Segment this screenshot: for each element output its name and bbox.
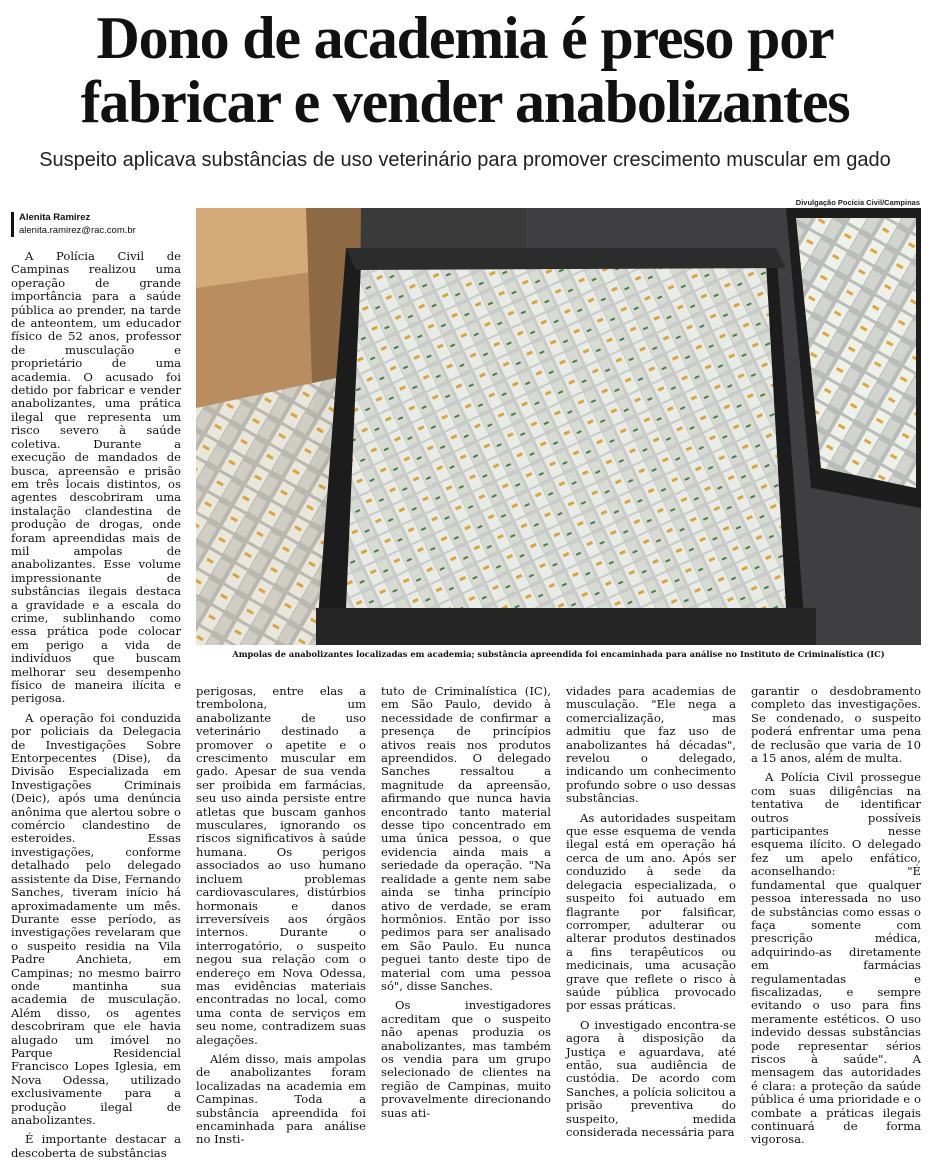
paragraph: A operação foi conduzida por policiais da Delegacia de Investigações Sobre Entorpecentes (Dise), da Divisão Especializada em Investigações Criminais (Deic), após uma denúncia anônima que alertou sobre o comércio clandestino de esteroides. Essas investigações, conforme detalhado pelo delegado assistente da Dise, Fernando Sanches, tiveram início há aproximadamente um mês. Durante esse período, as investigações revelaram que o suspeito residia na Vila Padre Anchieta, em Campinas; no mesmo bairro onde mantinha sua academia de musculação. Além disso, os agentes descobriram que ele havia alugado um imóvel no Parque Residencial Francisco Lopes Iglesia, em Nova Odessa, utilizado exclusivamente para a produção ilegal de anabolizantes. [11,710,181,1127]
paragraph: As autoridades suspeitam que esse esquema de venda ilegal está em operação há cerca de um ano. Após ser conduzido à sede da delegacia especializada, o suspeito foi autuado em flagrante por falsificar, corromper, adulterar ou alterar produtos destinados a fins terapêuticos ou medicinais, uma acusação grave que reflete o risco à saúde pública provocado por essas práticas. [566,810,736,1013]
article-column-2 [196,684,366,1147]
paragraph: A Polícia Civil de Campinas realizou uma operação de grande importância para a saúde pública ao prender, na tarde de anteontem, um educador físico de 52 anos, professor de musculação e proprietário de uma academia. O acusado foi detido por fabricar e vender anabolizantes, uma prática ilegal que representa um risco severo à saúde coletiva. Durante a execução de mandados de busca, apreensão e prisão em três locais distintos, os agentes descobriram uma instalação clandestina de produção de drogas, onde foram apreendidas mais de mil ampolas de anabolizantes. Esse volume impressionante de substâncias ilegais destaca a gravidade e a escala do crime, sublinhando como essa prática pode colocar em perigo a vida de indivíduos que buscam melhorar seu desempenho físico de maneira ilícita e perigosa. [11,249,181,706]
subheadline: Suspeito aplicava substâncias de uso veterinário para promover crescimento muscular em gado [39,149,891,171]
author-email: alenita.ramirez@rac.com.br [19,225,136,236]
paragraph: vidades para academias de musculação. "Ele nega a comercialização, mas admitiu que faz uso de anabolizantes há décadas", revelou o delegado, indicando um conhecimento profundo sobre o uso dessas substâncias. [566,684,736,806]
article-column-4 [566,684,736,1139]
paragraph: O investigado encontra-se agora à disposição da Justiça e aguardava, até então, sua audiência de custódia. De acordo com Sanches, a polícia solicitou a prisão preventiva do suspeito, medida considerada necessária para [566,1017,736,1139]
author-name: Alenita Ramirez [19,212,91,223]
photo-caption: Ampolas de anabolizantes localizadas em academia; substância apreendida foi encaminhada para análise no Instituto de Criminalística (IC) [232,649,885,659]
paragraph: perigosas, entre elas a trembolona, um anabolizante de uso veterinário destinado a promover o apetite e o crescimento muscular em gado. Apesar de sua venda ser proibida em farmácias, seu uso ainda persiste entre atletas que buscam ganhos musculares, ignorando os riscos significativos à saúde humana. Os perigos associados ao uso humano incluem problemas cardiovasculares, distúrbios hormonais e danos irreversíveis aos órgãos internos. Durante o interrogatório, o suspeito negou sua relação com o endereço em Nova Odessa, mas evidências materiais encontradas no local, como uma conta de serviços em seu nome, contradizem suas alegações. [196,684,366,1047]
paragraph: tuto de Criminalística (IC), em São Paulo, devido à necessidade de confirmar a presença de princípios ativos reais nos produtos apreendidos. O delegado Sanches ressaltou a magnitude da apreensão, afirmando que nunca havia encontrado tanto material desse tipo concentrado em uma única pessoa, o que evidencia ainda mais a seriedade da operação. "Na realidade a gente nem sabe ainda se tinha princípio ativo de verdade, se eram hormônios. Então por isso pedimos para ser analisado em São Paulo. Eu nunca peguei tanto deste tipo de material com uma pessoa só", disse Sanches. [381,684,551,993]
article-column-1 [11,249,181,1160]
byline [11,212,186,237]
photo-ampoules-in-bins [196,208,921,645]
paragraph: Além disso, mais ampolas de anabolizantes foram localizadas na academia em Campinas. Toda a substância apreendida foi encaminhada para análise no Insti- [196,1051,366,1147]
article-column-5 [751,684,921,1147]
paragraph: É importante destacar a descoberta de substâncias [11,1132,181,1160]
paragraph: garantir o desdobramento completo das investigações. Se condenado, o suspeito poderá enfrentar uma pena de reclusão que varia de 10 a 15 anos, além de multa. [751,684,921,766]
article-photo [196,208,921,645]
article-column-3 [381,684,551,1120]
paragraph: A Polícia Civil prossegue com suas diligências na tentativa de identificar outros possíveis participantes nesse esquema ilícito. O delegado fez um apelo enfático, aconselhando: "É fundamental que qualquer pessoa interessada no uso de substâncias como essas o faça somente com prescrição médica, adquirindo-as diretamente em farmácias regulamentadas e fiscalizadas, e sempre evitando o uso para fins meramente estéticos. O uso indevido dessas substâncias pode representar sérios riscos à saúde". A mensagem das autoridades é clara: a proteção da saúde pública é uma prioridade e o combate a práticas ilegais continuará de forma vigorosa. [751,770,921,1147]
photo-credit: Divulgação Pocícia Civil/Campinas [795,198,920,207]
headline: Dono de academia é preso por fabricar e vender anabolizantes [80,5,850,135]
paragraph: Os investigadores acreditam que o suspeito não apenas produzia os anabolizantes, mas também os vendia para um grupo selecionado de clientes na região de Campinas, muito provavelmente direcionando suas ati- [381,998,551,1120]
